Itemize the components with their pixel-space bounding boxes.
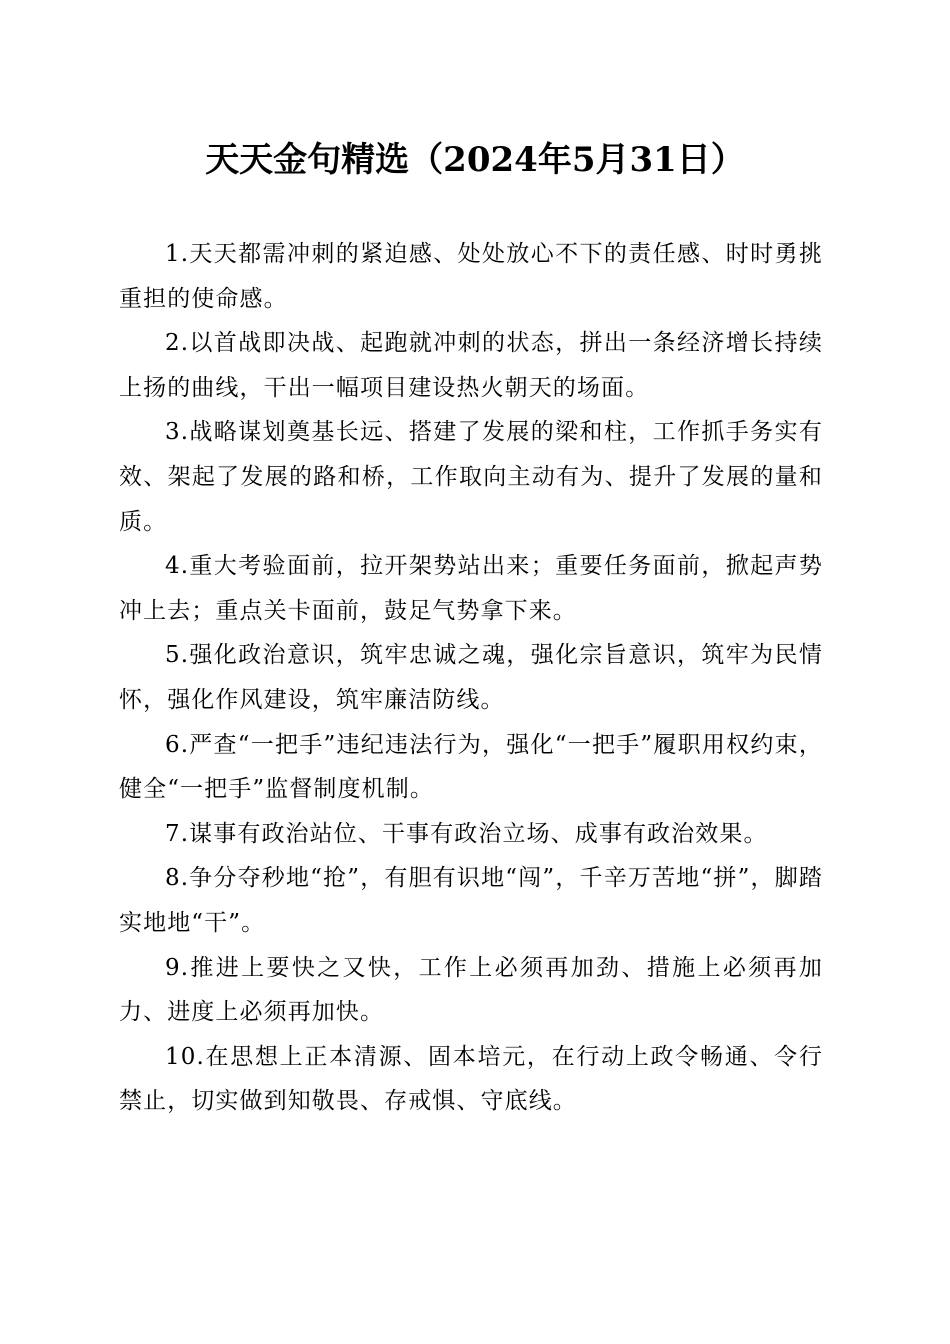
document-body [119, 232, 823, 1124]
quote-item-8: 8.争分夺秒地“抢”，有胆有识地“闯”，千辛万苦地“拼”，脚踏实地地“干”。 [119, 865, 823, 936]
quote-item-5: 5.强化政治意识，筑牢忠诚之魂，强化宗旨意识，筑牢为民情怀，强化作风建设，筑牢廉洁防线。 [119, 642, 823, 713]
quote-item-7: 7.谋事有政治站位、干事有政治立场、成事有政治效果。 [165, 820, 768, 847]
quote-item-4: 4.重大考验面前，拉开架势站出来；重要任务面前，掀起声势冲上去；重点关卡面前，鼓足气势拿下来。 [119, 553, 823, 624]
quote-item-3: 3.战略谋划奠基长远、搭建了发展的梁和柱，工作抓手务实有效、架起了发展的路和桥，工作取向主动有为、提升了发展的量和质。 [119, 419, 823, 535]
quote-item-2: 2.以首战即决战、起跑就冲刺的状态，拼出一条经济增长持续上扬的曲线，干出一幅项目建设热火朝天的场面。 [119, 330, 823, 401]
quote-item-9: 9.推进上要快之又快，工作上必须再加劲、措施上必须再加力、进度上必须再加快。 [119, 954, 823, 1026]
quote-item-6: 6.严查“一把手”违纪违法行为，强化“一把手”履职用权约束，健全“一把手”监督制度机制。 [119, 731, 823, 803]
quote-item-10: 10.在思想上正本清源、固本培元，在行动上政令畅通、令行禁止，切实做到知敬畏、存戒惧、守底线。 [119, 1043, 823, 1115]
quote-item-1: 1.天天都需冲刺的紧迫感、处处放心不下的责任感、时时勇挑重担的使命感。 [119, 241, 823, 312]
document-title: 天天金句精选（2024年5月31日） [205, 140, 745, 180]
